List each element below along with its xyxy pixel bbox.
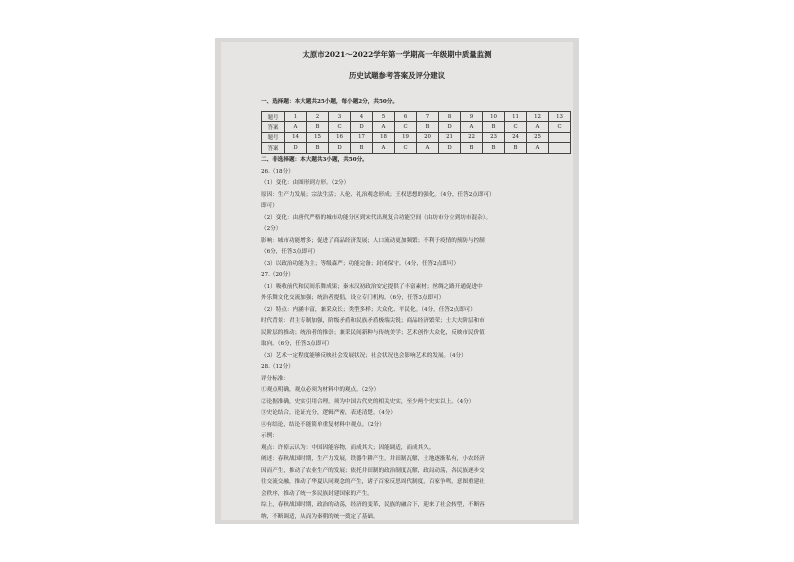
text-line: （3）以政治功能为主；等级森严；功能完备；封闭保守。（4分，任答2点即可） — [261, 260, 460, 267]
text-line: ③史论结合，论证充分，逻辑严密，表述清楚。（4分） — [261, 410, 397, 416]
answer-table-row — [262, 122, 571, 132]
answer-cell: B — [483, 122, 505, 132]
answer-cell: 21 — [439, 132, 461, 142]
text-line: 时代背景：君主专制加强，阶级矛盾和民族矛盾极端尖锐；商品经济繁荣；士大夫阶层和市 — [261, 318, 485, 324]
text-line: （2）变化：由唐代严格的城市功能分区到宋代出现复合功能空间（由坊市分立到坊市混杂）。 — [261, 214, 492, 221]
answer-cell: 13 — [549, 112, 571, 122]
text-line: 二、非选择题：本大题共3小题，共50分。 — [261, 157, 368, 163]
text-line: 示例： — [261, 433, 278, 439]
answer-cell: 15 — [307, 132, 329, 142]
row-label: 答案 — [262, 143, 285, 153]
text-line: （6分，任答3点即可） — [261, 249, 319, 255]
answer-cell: 17 — [351, 132, 373, 142]
answer-cell: C — [329, 122, 351, 132]
answer-cell: A — [461, 122, 483, 132]
text-line: （2分） — [261, 226, 282, 232]
answer-table-row — [262, 143, 571, 153]
answer-cell: C — [395, 122, 417, 132]
answer-cell: B — [351, 143, 373, 153]
text-line: ④有结论，结论不能简单重复材料中观点。（2分） — [261, 421, 385, 428]
answer-cell: 16 — [329, 132, 351, 142]
answer-cell: 2 — [307, 112, 329, 122]
answer-cell: C — [395, 143, 417, 153]
answer-cell: 4 — [351, 112, 373, 122]
answer-cell: 6 — [395, 112, 417, 122]
text-line: （1）吸收前代和民间乐舞成果；秦末汉初政治安定提供了丰富素材；丝绸之路开通促进中 — [261, 283, 483, 290]
answer-cell: 5 — [373, 112, 395, 122]
text-line: ②论据准确，史实引用合理，须为中国古代史的相关史实，至少两个史实以上。（4分） — [261, 398, 475, 405]
document-photo — [215, 38, 579, 524]
text-line: 27.（20分） — [261, 272, 294, 278]
answer-cell: B — [307, 143, 329, 153]
text-line: 即可） — [261, 203, 278, 209]
answer-cell: 25 — [527, 132, 549, 142]
text-line: 影响：城市功能增多；促进了商品经济发展；人口流动更加频繁；不利于疫情的预防与控制 — [261, 237, 485, 244]
answer-cell: A — [527, 122, 549, 132]
answer-cell: 14 — [285, 132, 307, 142]
answer-cell: B — [461, 143, 483, 153]
answer-cell: C — [549, 122, 571, 132]
answer-cell: B — [505, 143, 527, 153]
text-line: （1）变化：由图形到方形。（2分） — [261, 180, 350, 186]
text-line: 原因：生产力发展；宗法生活；人伦、礼治观念形成；王权思想的强化。（4分，任答2点即可） — [261, 191, 495, 198]
text-line: （3）艺术一定程度能够反映社会发展状况；社会状况也会影响艺术的发展。（4分） — [261, 352, 467, 359]
answer-cell: A — [373, 143, 395, 153]
answer-cell: 8 — [439, 112, 461, 122]
answer-cell: 12 — [527, 112, 549, 122]
answer-cell: D — [329, 143, 351, 153]
answer-sheet-page — [221, 42, 573, 520]
text-line: 综上，春秋战国时期，政治的动荡，经济的变革，民族的融合下，迎来了社会转型，不断容 — [261, 502, 485, 508]
answer-cell: 24 — [505, 132, 527, 142]
text-line: ①观点明确，观点必须为材料中的观点。（2分） — [261, 387, 380, 393]
answer-cell: A — [417, 143, 439, 153]
answer-cell: A — [373, 122, 395, 132]
answer-table — [261, 111, 571, 154]
answer-cell: 22 — [461, 132, 483, 142]
text-line: 阐述：春秋战国时期，生产力发展，铁器牛耕产生，井田制瓦解，土地逐渐私有，小农经济 — [261, 456, 485, 462]
answer-cell — [549, 132, 571, 142]
text-line: 26.（18分） — [261, 168, 294, 175]
text-line: 外乐舞文化交流加强；统治者提倡，设立专门机构。（6分，任答3点即可） — [261, 295, 445, 301]
text-line: 因而产生，推动了农业生产的发展；依托井田制的政治制度瓦解，政局动荡，各民族逐步交 — [261, 467, 485, 474]
answer-cell: 23 — [483, 132, 505, 142]
text-line: 取向。（6分，任答3点即可） — [261, 341, 333, 347]
answer-cell: 19 — [395, 132, 417, 142]
answer-cell: B — [307, 122, 329, 132]
answer-cell: D — [351, 122, 373, 132]
section-1-heading: 一、选择题：本大题共25小题，每小题2分，共50分。 — [261, 99, 398, 105]
row-label: 答案 — [262, 122, 285, 132]
text-line: 28.（12分） — [261, 364, 294, 370]
document-subtitle: 历史试题参考答案及评分建议 — [348, 71, 446, 80]
answer-cell: D — [439, 143, 461, 153]
answer-cell: 18 — [373, 132, 395, 142]
text-line: （2）特点：内涵丰富，兼采众长；类型多样；大众化、平民化。（4分，任答2点即可） — [261, 306, 476, 313]
row-label: 题号 — [262, 132, 285, 142]
answer-cell: 3 — [329, 112, 351, 122]
answer-cell: D — [285, 143, 307, 153]
answer-cell: 7 — [417, 112, 439, 122]
text-line: 评分标准： — [261, 375, 289, 382]
row-label: 题号 — [262, 112, 285, 122]
document-title: 太原市2021～2022学年第一学期高一年级期中质量监测 — [302, 50, 492, 59]
text-line: 往交流交融，推动了华夏认同观念的产生，诸子百家反思周代制度，百家争鸣，意图重建社 — [261, 479, 485, 485]
answer-table-row — [262, 132, 571, 142]
answer-cell: A — [527, 143, 549, 153]
answer-cell: A — [285, 122, 307, 132]
answer-cell: C — [505, 122, 527, 132]
text-line: 观点：许倬云认为：中国因能容物，而成其大；因能调适，而成其久。 — [261, 444, 435, 451]
answer-cell: B — [417, 122, 439, 132]
answer-cell — [549, 143, 571, 153]
text-line: 纳，不断调适，从而为秦朝的统一奠定了基础。 — [261, 513, 379, 520]
answer-cell: 20 — [417, 132, 439, 142]
answer-cell: 9 — [461, 112, 483, 122]
answer-cell: 1 — [285, 112, 307, 122]
text-line: 会秩序，推动了统一多民族封建国家的产生。 — [261, 490, 373, 497]
answer-cell: 11 — [505, 112, 527, 122]
text-line: 民阶层的推动；统治者的推崇；兼采民间新种与传统美学；艺术创作大众化，反映市民价值 — [261, 329, 485, 336]
answer-table-row — [262, 112, 571, 122]
answer-cell: D — [439, 122, 461, 132]
answer-cell: B — [483, 143, 505, 153]
answer-cell: 10 — [483, 112, 505, 122]
